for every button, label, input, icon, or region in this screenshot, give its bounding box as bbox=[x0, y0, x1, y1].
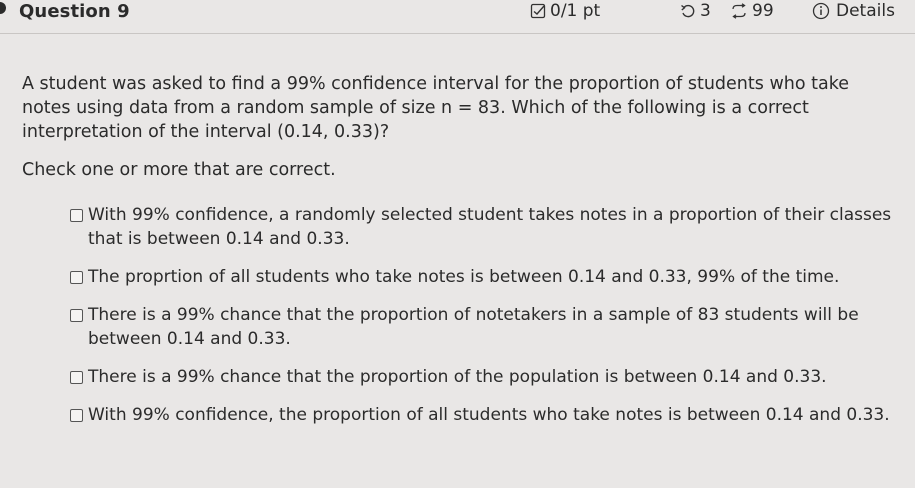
attempts-count: 99 bbox=[752, 1, 774, 21]
question-title: Question 9 bbox=[19, 1, 130, 22]
retries-indicator bbox=[680, 1, 711, 21]
answer-checkbox[interactable] bbox=[70, 309, 83, 322]
answer-label[interactable]: The proprtion of all students who take notes is between 0.14 and 0.33, 99% of the time. bbox=[88, 267, 840, 287]
answer-checkbox[interactable] bbox=[70, 371, 83, 384]
answer-label[interactable]: With 99% confidence, a randomly selected student takes notes in a proportion of their classes that is between 0.14 and 0.33. bbox=[88, 205, 892, 249]
score-text: 0/1 pt bbox=[550, 1, 601, 21]
question-instruction: Check one or more that are correct. bbox=[22, 160, 336, 180]
info-icon bbox=[812, 2, 830, 20]
answer-option[interactable] bbox=[70, 403, 900, 427]
undo-icon bbox=[680, 3, 696, 19]
answer-option[interactable] bbox=[70, 365, 900, 389]
retry-icon bbox=[730, 3, 748, 19]
answer-checkbox[interactable] bbox=[70, 209, 83, 222]
answer-label[interactable]: There is a 99% chance that the proportion of notetakers in a sample of 83 students will be between 0.14 and 0.33. bbox=[88, 305, 859, 349]
checkbox-icon bbox=[530, 3, 546, 19]
question-prompt: A student was asked to find a 99% confidence interval for the proportion of students who take notes using data from a random sample of size n = 83. Which of the following is a correct interpretation of the interval (0.14, 0.33)? bbox=[22, 74, 849, 142]
answer-options bbox=[70, 203, 900, 441]
answer-option[interactable] bbox=[70, 303, 900, 351]
retries-count: 3 bbox=[700, 1, 711, 21]
answer-label[interactable]: With 99% confidence, the proportion of all students who take notes is between 0.14 and 0.33. bbox=[88, 405, 890, 425]
status-dot bbox=[0, 2, 6, 14]
answer-option[interactable] bbox=[70, 265, 900, 289]
details-button[interactable] bbox=[812, 1, 895, 21]
answer-label[interactable]: There is a 99% chance that the proportion of the population is between 0.14 and 0.33. bbox=[88, 367, 827, 387]
question-header bbox=[0, 0, 915, 34]
answer-checkbox[interactable] bbox=[70, 409, 83, 422]
answer-option[interactable] bbox=[70, 203, 900, 251]
score-indicator bbox=[530, 1, 600, 21]
attempts-indicator bbox=[730, 1, 774, 21]
answer-checkbox[interactable] bbox=[70, 271, 83, 284]
details-label[interactable]: Details bbox=[836, 1, 895, 21]
